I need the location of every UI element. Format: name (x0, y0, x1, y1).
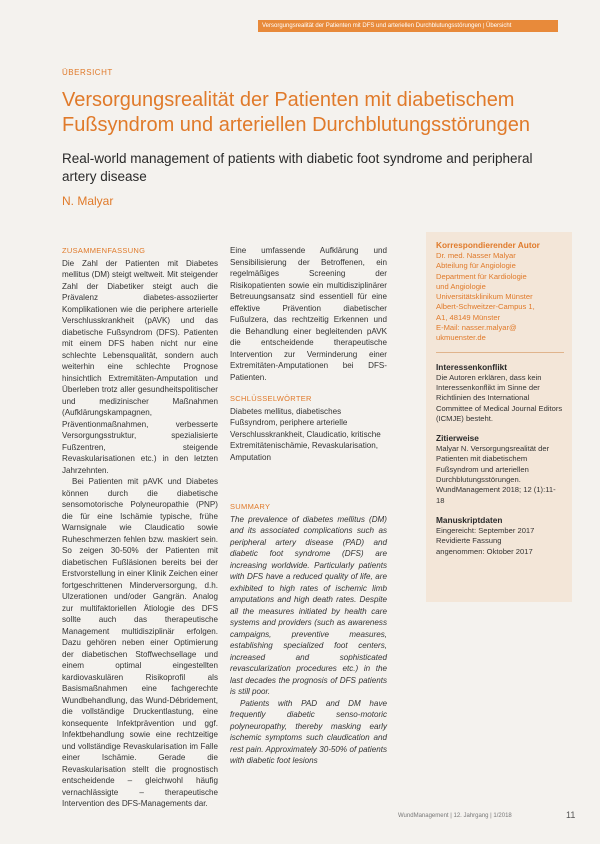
keywords-heading: SCHLÜSSELWÖRTER (230, 394, 312, 403)
keywords-text: Diabetes mellitus, diabetisches Fußsyndrom, periphere arterielle Verschlusskrankheit, Claudicatio, kritische Extremitätenischämie, Revaskularisation, Amputation (230, 406, 381, 462)
corresponding-author-heading: Korrespondierender Autor (436, 240, 540, 250)
running-header-bar: Versorgungsrealität der Patienten mit DFS und arteriellen Durchblutungsstörungen | Übersicht (258, 20, 558, 32)
column-middle (230, 245, 387, 767)
abstract-heading: ZUSAMMENFASSUNG (62, 246, 146, 255)
corresponding-author-address: Dr. med. Nasser Malyar Abteilung für Angiologie Department für Kardiologie und Angiologie Universitätsklinikum Münster Albert-Schweitzer-Campus 1, A1, 48149 Münster E-Mail: nasser.malyar@ ukmuenster.de (436, 251, 535, 343)
column-left (62, 245, 218, 810)
sidebar-info-box (426, 232, 572, 602)
manuscript-dates: Eingereicht: September 2017 Revidierte Fassung angenommen: Oktober 2017 (436, 525, 535, 556)
summary-paragraph-1: The prevalence of diabetes mellitus (DM) and its associated complications such as peripheral artery disease (PAD) and diabetic foot syndrome (DFS) are increasing worldwide. Particularly patients with DFS have a reduced quality of life, are exhibited to high rates of ischemic limb amputations and high death rates. Despite all the measures initiated by health care systems and providers (such as awareness campaigns, preventive measures, establishing specialized foot centers, increased and sophisticated revascularization procedures etc.) in the last decades the prognosis of DFS patients is still poor. (230, 514, 387, 696)
citation-heading: Zitierweise (436, 433, 479, 444)
article-subtitle: Real-world management of patients with diabetic foot syndrome and peripheral artery disease (62, 151, 533, 184)
summary-paragraph-2: Patients with PAD and DM have frequently diabetic senso-motoric polyneuropathy, thereby masking early ischemic symptoms such claudication and rest pain. Approximately 30-50% of patients with diabetic foot lesions (230, 698, 387, 765)
article-title: Versorgungsrealität der Patienten mit diabetischem Fußsyndrom und arteriellen Durchblutungsstörungen (62, 89, 531, 136)
summary-heading: SUMMARY (230, 502, 271, 511)
running-tag: Übersicht (486, 23, 512, 29)
article-author: N. Malyar (62, 194, 114, 208)
manuscript-dates-heading: Manuskriptdaten (436, 514, 503, 525)
article-kicker: ÜBERSICHT (62, 68, 113, 77)
conflict-of-interest-heading: Interessenkonflikt (436, 361, 508, 372)
page-number: 11 (566, 810, 576, 820)
abstract-paragraph-1: Die Zahl der Patienten mit Diabetes mellitus (DM) steigt weltweit. Mit steigender Zahl der Diabetiker steigt auch die Prävalenz diabetes-assoziierter Komplikationen wie die periphere arterielle Verschlusskrankheit (pAVK) und das diabetische Fußsyndrom (DFS). Patienten mit einem DFS haben nicht nur eine schlechte Lebensqualität, sondern auch weiterhin eine schlechte Prognose hinsichtlich Extremitäten-Amputation und Überleben trotz aller gesundheitspolitischer und medizinischer Maßnahmen (Aufklärungskampagnen, Präventionmaßnahmen, verbesserte Versorgungsstruktur, spezialisierte Fußzentren, steigende Revaskularisationen etc.) in den letzten Jahrzehnten. (62, 258, 218, 475)
abstract-paragraph-2: Bei Patienten mit pAVK und Diabetes können durch die diabetische sensomotorische Polyneuropathie (PNP) die für eine Ischämie typische, frühe Warnsignale wie Claudicatio sowie Ruheschmerzen fehlen bzw. maskiert sein. So zeigen 30-50% der Patienten mit diabetischen Fußläsionen bereits bei der Erstvorstellung in einer Klinik Zeichen einer fortgeschrittenen Minderversorgung, d.h. Ulzerationen und/oder Gangrän. Analog zur multifaktoriellen Ätiologie des DFS sollte auch das therapeutische Management multidisziplinär erfolgen. Dazu gehören neben einer Optimierung der diabetischen Stoffwechsellage und einem optimal eingestellten kardiovaskulären Risikoprofil als Basismaßnahmen eine fachgerechte Wundbehandlung, das Wund-Débridement, die vollständige Druckentlastung, eine konsequente Infektprävention und ggf. Infektbehandlung sowie eine rechtzeitige und vollständige Revaskularisation im Falle einer Ischämie. Gerade die Revaskularisation stellt die prognostisch entscheidende – gleichwohl häufig vernachlässigte – therapeutische Intervention des DFS-Managements dar. (62, 477, 218, 808)
journal-footer: WundManagement | 12. Jahrgang | 1/2018 (398, 813, 512, 819)
running-title: Versorgungsrealität der Patienten mit DFS und arteriellen Durchblutungsstörungen (262, 23, 482, 29)
conflict-of-interest-text: Die Autoren erklären, dass kein Interessenkonflikt im Sinne der Richtlinien des International Committee of Medical Journal Editors (ICMJE) besteht. (436, 372, 563, 423)
abstract-paragraph-3: Eine umfassende Aufklärung und Sensibilisierung der Betroffenen, ein regelmäßiges Screening der Risikopatienten sowie ein multidisziplinärer Betreuungsansatz sind essentiell für eine effektive Prävention diabetischer Fußulzera, das rechtzeitig Erkennen und die Behandlung einer begleitenden pAVK die entscheidende therapeutische Intervention zur Verminderung einer Extremitäten-Amputationen bei DFS-Patienten. (230, 246, 387, 382)
citation-text: Malyar N. Versorgungsrealität der Patienten mit diabetischem Fußsyndrom und arteriellen Durchblutungsstörungen. WundManagement 2018; 12 (1):11-18 (436, 444, 556, 505)
